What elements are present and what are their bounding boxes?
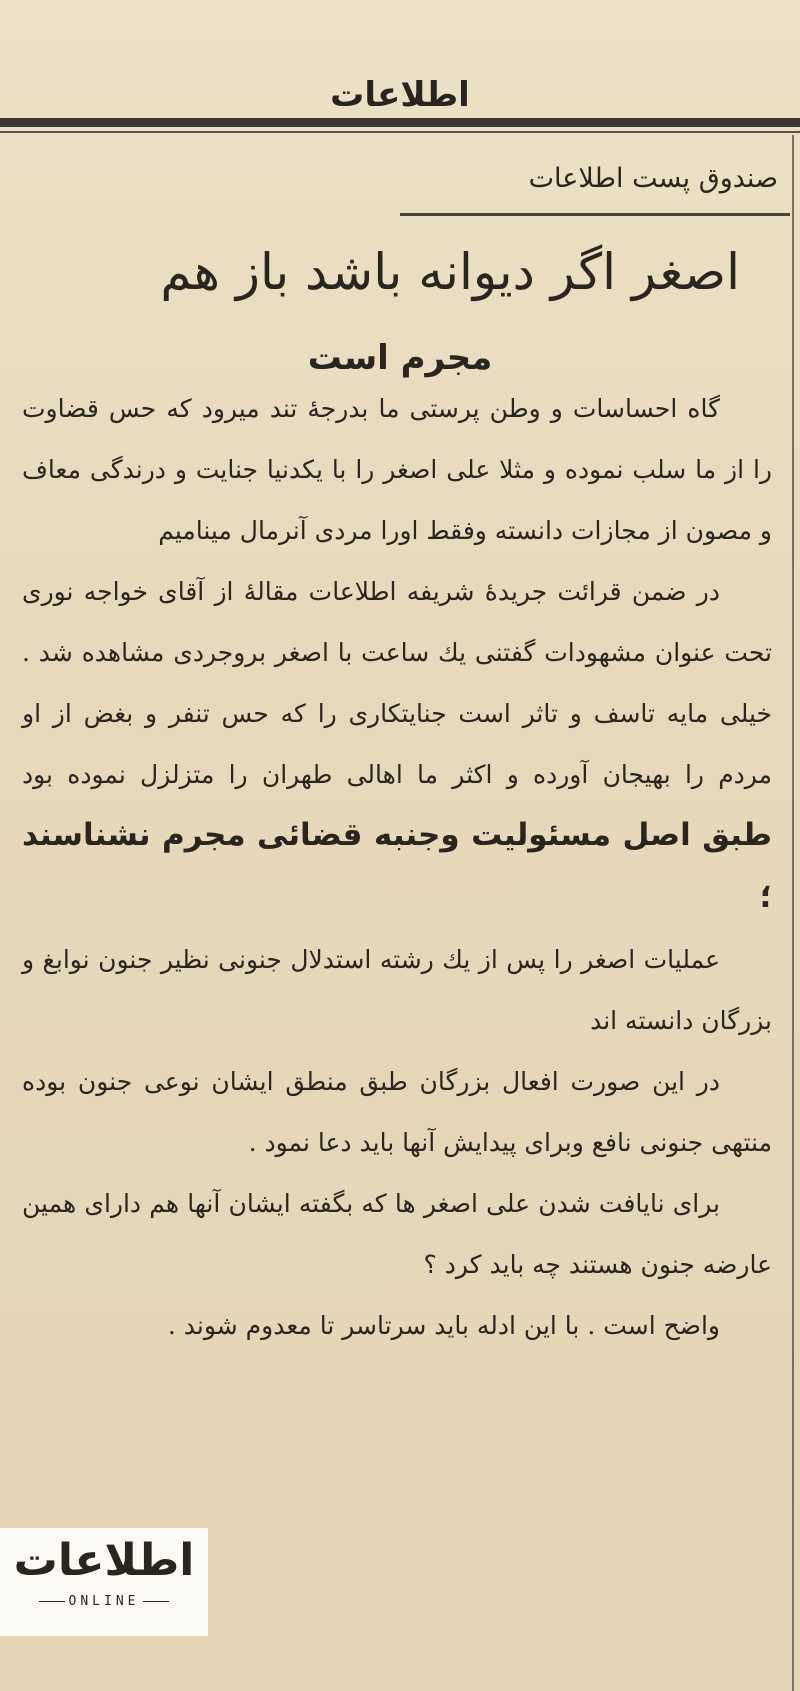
paragraph: در این صورت افعال بزرگان طبق منطق ایشان نوعی جنون بوده منتهی جنونی نافع وبرای پیدایش آنها باید دعا نمود . xyxy=(22,1067,772,1157)
article-headline: اصغر اگر دیوانه باشد باز هم xyxy=(160,243,740,301)
paragraph-emphasis: طبق اصل مسئولیت وجنبه قضائی مجرم نشناسند ؛ xyxy=(22,817,772,915)
watermark-logo xyxy=(0,1528,208,1636)
masthead xyxy=(0,70,800,120)
paragraph-text: در ضمن قرائت جریدهٔ شریفه اطلاعات مقالهٔ از آقای خواجه نوری تحت عنوان مشهودات گفتنی یك ساعت با اصغر بروجردی مشاهده شد . خیلی مایه تاسف و تاثر است جنایتکاری را که حس تنفر و بغض از او مردم را بهیجان آورده و اکثر ما اهالی طهران را متزلزل نموده بود xyxy=(22,577,772,789)
masthead-rule-thick xyxy=(0,118,800,127)
article-subhead: مجرم است xyxy=(307,338,493,378)
logo-subtext: ONLINE xyxy=(68,1594,140,1609)
masthead-rule-thin xyxy=(0,131,800,133)
article-body xyxy=(22,378,772,1356)
section-title: صندوق پست اطلاعات xyxy=(528,163,778,194)
logo-text: اطلاعات xyxy=(13,1535,195,1586)
paragraph: گاه احساسات و وطن پرستی ما بدرجهٔ تند میرود که حس قضاوت را از ما سلب نموده و مثلا علی اصغر را با یکدنیا جنایت و درندگی معاف و مصون از مجازات دانسته وفقط اورا مردی آنرمال مینامیم xyxy=(22,394,772,545)
paragraph: واضح است . با این ادله باید سرتاسر تا معدوم شوند . xyxy=(167,1311,720,1340)
logo-line-right xyxy=(143,1601,169,1602)
paragraph: برای نایافت شدن علی اصغر ها که بگفته ایشان آنها هم دارای همین عارضه جنون هستند چه باید کرد ؟ xyxy=(22,1189,772,1279)
logo-line-left xyxy=(39,1601,65,1602)
masthead-title: اطلاعات xyxy=(330,75,470,115)
paragraph xyxy=(22,561,772,929)
paragraph: عملیات اصغر را پس از یك رشته استدلال جنونی نظیر جنون نوابغ و بزرگان دانسته اند xyxy=(22,945,772,1035)
section-rule xyxy=(400,213,790,216)
logo-subtext-row xyxy=(0,1594,208,1609)
